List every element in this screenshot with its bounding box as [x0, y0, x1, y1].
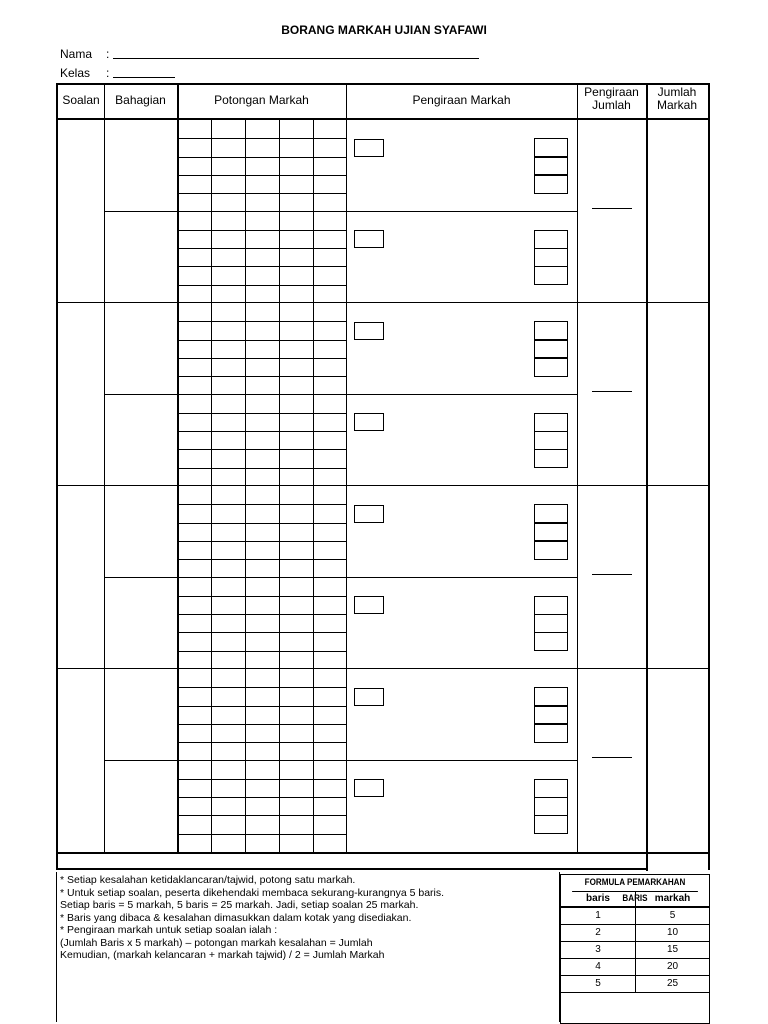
bahagian-divider [104, 577, 577, 578]
baris-input-box[interactable] [354, 596, 384, 614]
grid-col-line [279, 303, 280, 395]
grid-row-line [177, 834, 346, 835]
note-line: * Baris yang dibaca & kesalahan dimasukkan dalam kotak yang disediakan. [60, 911, 412, 924]
grid-col-line [211, 120, 212, 212]
column-divider [104, 85, 105, 852]
notes-panel [56, 872, 560, 1022]
result-input-box[interactable] [534, 504, 568, 523]
grid-row-line [177, 175, 346, 176]
fraction-line [592, 574, 632, 575]
grid-col-line [245, 486, 246, 578]
note-line: * Untuk setiap soalan, peserta dikehendaki membaca sekurang-kurangnya 5 baris. [60, 886, 445, 899]
formula-col-baris: baris [561, 892, 636, 906]
grid-row-line [177, 651, 346, 652]
total-marks-box[interactable] [648, 854, 708, 871]
note-line: * Pengiraan markah untuk setiap soalan ialah : [60, 924, 278, 936]
grid-col-line [245, 761, 246, 853]
result-input-box[interactable] [534, 797, 568, 816]
grid-col-line [211, 212, 212, 304]
bahagian-divider [104, 211, 577, 212]
bahagian-divider [104, 760, 577, 761]
grid-col-line [245, 669, 246, 761]
grid-col-line [279, 578, 280, 670]
formula-title: FORMULA PEMARKAHAN BARIS [572, 875, 698, 892]
grid-col-line [313, 761, 314, 853]
result-input-box[interactable] [534, 449, 568, 468]
soalan-divider [58, 485, 708, 486]
grid-row-line [177, 815, 346, 816]
grid-row-line [177, 266, 346, 267]
grid-row-line [177, 559, 346, 560]
note-line: Kemudian, (markah kelancaran + markah tajwid) / 2 = Jumlah Markah [60, 949, 385, 961]
column-divider [577, 85, 578, 852]
formula-row [561, 925, 709, 942]
grid-row-line [177, 468, 346, 469]
baris-input-box[interactable] [354, 779, 384, 797]
grid-row-line [177, 449, 346, 450]
soalan-divider [58, 668, 708, 669]
formula-row [561, 942, 709, 959]
formula-baris-value: 4 [561, 959, 636, 975]
grid-col-line [211, 303, 212, 395]
result-input-box[interactable] [534, 321, 568, 340]
result-input-box[interactable] [534, 815, 568, 834]
result-input-box[interactable] [534, 632, 568, 651]
grid-row-line [177, 321, 346, 322]
grid-row-line [177, 779, 346, 780]
grid-col-line [245, 303, 246, 395]
fraction-line [592, 208, 632, 209]
fraction-line [592, 757, 632, 758]
column-divider [646, 85, 648, 852]
grid-row-line [177, 248, 346, 249]
formula-markah-value: 10 [666, 927, 679, 938]
grid-row-line [177, 358, 346, 359]
result-input-box[interactable] [534, 340, 568, 359]
note-line: Setiap baris = 5 markah, 5 baris = 25 markah. Jadi, setiap soalan 25 markah. [60, 899, 419, 911]
grid-row-line [177, 230, 346, 231]
result-input-box[interactable] [534, 248, 568, 267]
grid-row-line [177, 413, 346, 414]
formula-baris-value: 1 [561, 908, 636, 924]
grid-row-line [177, 504, 346, 505]
result-input-box[interactable] [534, 687, 568, 706]
formula-baris-value: 2 [561, 925, 636, 941]
grid-col-line [245, 395, 246, 487]
kelas-line [60, 65, 175, 80]
kelas-field[interactable] [113, 65, 175, 78]
header-bahagian: Bahagian [115, 93, 166, 107]
nama-field[interactable] [113, 46, 479, 59]
grid-col-line [279, 395, 280, 487]
header-jumlah-markah: Jumlah Markah [656, 85, 697, 112]
result-input-box[interactable] [534, 779, 568, 798]
form-title: BORANG MARKAH UJIAN SYAFAWI [281, 23, 487, 37]
grid-col-line [279, 669, 280, 761]
grid-col-line [211, 669, 212, 761]
grid-col-line [279, 486, 280, 578]
grid-row-line [177, 340, 346, 341]
grid-row-line [177, 157, 346, 158]
grid-row-line [177, 596, 346, 597]
result-input-box[interactable] [534, 614, 568, 633]
grid-col-line [279, 120, 280, 212]
grid-row-line [177, 376, 346, 377]
grid-col-line [279, 212, 280, 304]
grid-col-line [211, 486, 212, 578]
formula-markah-value: 25 [666, 978, 679, 989]
formula-baris-value: 3 [561, 942, 636, 958]
formula-markah-value: 20 [666, 961, 679, 972]
formula-row [561, 908, 709, 925]
grid-col-line [313, 669, 314, 761]
grid-row-line [177, 138, 346, 139]
grid-col-line [313, 486, 314, 578]
kelas-label: Kelas [60, 66, 91, 80]
grid-row-line [177, 724, 346, 725]
formula-baris-value: 5 [561, 976, 636, 992]
grid-col-line [313, 212, 314, 304]
grid-col-line [313, 120, 314, 212]
baris-input-box[interactable] [354, 688, 384, 706]
formula-col-markah: markah [654, 893, 691, 904]
result-input-box[interactable] [534, 157, 568, 176]
header-potongan-markah: Potongan Markah [214, 93, 309, 107]
formula-table [560, 874, 710, 1024]
baris-input-box[interactable] [354, 322, 384, 340]
grid-col-line [245, 120, 246, 212]
grid-row-line [177, 614, 346, 615]
result-input-box[interactable] [534, 266, 568, 285]
formula-markah-value: 15 [666, 944, 679, 955]
result-input-box[interactable] [534, 358, 568, 377]
soalan-divider [58, 302, 708, 303]
result-input-box[interactable] [534, 431, 568, 450]
result-input-box[interactable] [534, 724, 568, 743]
grid-row-line [177, 523, 346, 524]
marks-table [56, 83, 710, 870]
result-input-box[interactable] [534, 523, 568, 542]
grid-row-line [177, 687, 346, 688]
bahagian-divider [104, 394, 577, 395]
header-pengiraan-jumlah: Pengiraan Jumlah [584, 85, 639, 112]
result-input-box[interactable] [534, 706, 568, 725]
result-input-box[interactable] [534, 138, 568, 157]
grid-col-line [211, 761, 212, 853]
baris-input-box[interactable] [354, 413, 384, 431]
nama-line [60, 46, 479, 61]
grid-col-line [245, 212, 246, 304]
result-input-box[interactable] [534, 596, 568, 615]
grid-row-line [177, 193, 346, 194]
grid-col-line [313, 303, 314, 395]
result-input-box[interactable] [534, 175, 568, 194]
nama-label: Nama [60, 47, 93, 61]
grid-col-line [313, 395, 314, 487]
header-pengiraan-markah: Pengiraan Markah [412, 93, 511, 107]
nama-colon: : [106, 47, 110, 61]
formula-markah-value: 5 [669, 910, 676, 921]
grid-row-line [177, 632, 346, 633]
grid-col-line [279, 761, 280, 853]
grid-row-line [177, 431, 346, 432]
note-line: * Setiap kesalahan ketidaklancaran/tajwid, potong satu markah. [60, 874, 356, 886]
baris-input-box[interactable] [354, 505, 384, 523]
column-divider [346, 85, 347, 852]
result-input-box[interactable] [534, 413, 568, 432]
result-input-box[interactable] [534, 230, 568, 249]
formula-row [561, 959, 709, 976]
header-divider [58, 118, 708, 120]
grid-row-line [177, 541, 346, 542]
baris-input-box[interactable] [354, 230, 384, 248]
formula-rows [561, 908, 709, 993]
grid-col-line [313, 578, 314, 670]
formula-row [561, 976, 709, 993]
grid-col-line [211, 578, 212, 670]
result-input-box[interactable] [534, 541, 568, 560]
grid-col-line [211, 395, 212, 487]
grid-col-line [245, 578, 246, 670]
fraction-line [592, 391, 632, 392]
grid-row-line [177, 706, 346, 707]
kelas-colon: : [106, 66, 110, 80]
grid-row-line [177, 742, 346, 743]
note-line: (Jumlah Baris x 5 markah) – potongan markah kesalahan = Jumlah [60, 936, 373, 949]
baris-input-box[interactable] [354, 139, 384, 157]
footer-top-line [58, 852, 708, 854]
grid-row-line [177, 797, 346, 798]
grid-row-line [177, 285, 346, 286]
header-soalan: Soalan [62, 93, 100, 107]
